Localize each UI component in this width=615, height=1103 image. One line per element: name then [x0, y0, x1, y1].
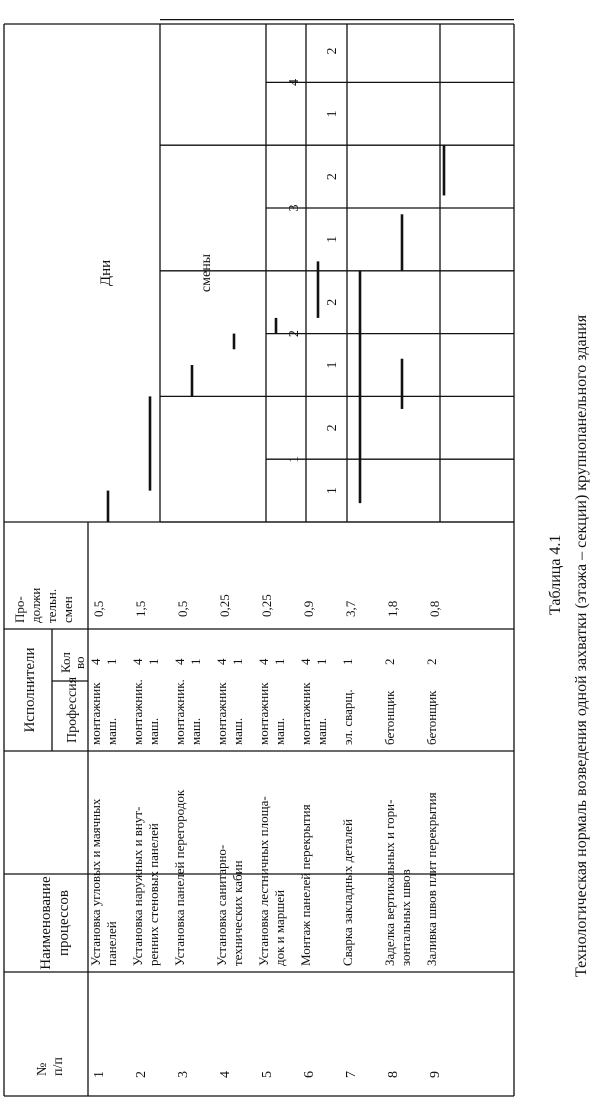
process-name: зонтальных швов [398, 869, 413, 966]
worker-count: 1 [272, 658, 287, 665]
shift-number: 1 [325, 487, 340, 495]
worker-profession: монтажник. [172, 679, 187, 745]
col-count-header: во [72, 656, 87, 669]
duration-value: 3,7 [343, 600, 358, 617]
worker-count: 1 [230, 658, 245, 665]
worker-profession: бетонщик [424, 690, 439, 745]
worker-count: 1 [188, 658, 203, 665]
worker-count: 1 [314, 658, 329, 665]
col-duration-header: смен [60, 596, 75, 623]
col-num-header: № [35, 1062, 50, 1076]
shifts-header: смены [199, 253, 214, 293]
worker-profession: монтажник [88, 682, 103, 745]
duration-value: 0,8 [427, 600, 442, 617]
process-name: Заделка вертикальных и гори- [382, 799, 397, 966]
process-name: панелей [104, 921, 119, 966]
process-name: Заливка швов плит перекрытия [424, 792, 439, 966]
process-name: Установка панелей перегородок [172, 789, 187, 966]
row-number: 2 [134, 1071, 149, 1078]
col-name-header: процессов [56, 890, 72, 956]
worker-count: 1 [340, 658, 355, 665]
row-number: 3 [176, 1071, 191, 1078]
table-label: Таблица 4.1 [547, 534, 564, 615]
row-number: 7 [344, 1071, 359, 1078]
process-name: док и маршей [272, 889, 287, 966]
col-duration-header: должи [28, 587, 43, 623]
duration-value: 0,9 [301, 600, 316, 617]
day-number: 4 [287, 78, 302, 86]
duration-value: 0,25 [217, 594, 232, 617]
table-title: Технологическая нормаль возведения одной захватки (этажа – секции) крупнопанельного здания [573, 314, 590, 977]
process-name: технических кабин [230, 860, 245, 966]
col-performers-header: Исполнители [22, 647, 38, 733]
row-number: 8 [386, 1071, 401, 1078]
row-number: 1 [92, 1071, 107, 1078]
worker-profession: бетонщик [382, 690, 397, 745]
process-name: Установка лестничных площа- [256, 796, 271, 966]
col-duration-header: Про- [12, 596, 27, 623]
row-number: 9 [428, 1071, 443, 1078]
worker-count: 1 [146, 658, 161, 665]
row-number: 6 [302, 1071, 317, 1078]
process-name: ренних стеновых панелей [146, 823, 161, 966]
duration-value: 0,5 [175, 600, 190, 617]
duration-value: 1,8 [385, 600, 400, 617]
worker-count: 4 [172, 658, 187, 665]
process-name: Сварка закладных деталей [340, 819, 355, 966]
worker-profession: маш. [314, 717, 329, 745]
shift-number: 1 [325, 235, 340, 243]
col-num-header: п/п [51, 1057, 66, 1076]
shift-number: 2 [325, 298, 340, 306]
worker-profession: маш. [272, 717, 287, 745]
worker-count: 4 [256, 658, 271, 665]
process-name: Установка наружных и внут- [130, 806, 145, 966]
worker-count: 2 [424, 658, 439, 665]
worker-profession: монтажник. [130, 679, 145, 745]
days-header: Дни [98, 259, 114, 287]
duration-value: 0,25 [259, 594, 274, 617]
col-count-header: Кол [58, 652, 73, 673]
worker-profession: маш. [104, 717, 119, 745]
worker-count: 1 [104, 658, 119, 665]
worker-profession: монтажник [298, 682, 313, 745]
worker-profession: маш. [230, 717, 245, 745]
shift-number: 1 [325, 110, 340, 118]
shift-number: 2 [325, 47, 340, 55]
row-number: 4 [218, 1071, 233, 1078]
col-profession-header: Профессия [65, 676, 80, 743]
shift-number: 2 [325, 424, 340, 432]
worker-profession: монтажник [256, 682, 271, 745]
shift-number: 1 [325, 361, 340, 369]
worker-profession: маш. [146, 717, 161, 745]
row-number: 5 [260, 1071, 275, 1078]
worker-profession: эл. сварщ. [340, 689, 355, 745]
process-name: Установка угловых и маячных [88, 798, 103, 966]
worker-profession: маш. [188, 717, 203, 745]
worker-count: 4 [214, 658, 229, 665]
day-number: 2 [287, 330, 302, 338]
process-name: Установка санитарно- [214, 844, 229, 966]
col-duration-header: тельн. [44, 588, 59, 623]
shift-number: 2 [325, 173, 340, 181]
day-number: 3 [287, 204, 302, 212]
worker-count: 4 [298, 658, 313, 665]
worker-count: 2 [382, 658, 397, 665]
worker-count: 4 [130, 658, 145, 665]
worker-profession: монтажник [214, 682, 229, 745]
duration-value: 0,5 [91, 600, 106, 617]
col-name-header: Наименование [38, 876, 54, 970]
worker-count: 4 [88, 658, 103, 665]
day-number: 1 [287, 455, 302, 463]
process-name: Монтаж панелей перекрытия [298, 804, 313, 966]
duration-value: 1,5 [133, 600, 148, 617]
